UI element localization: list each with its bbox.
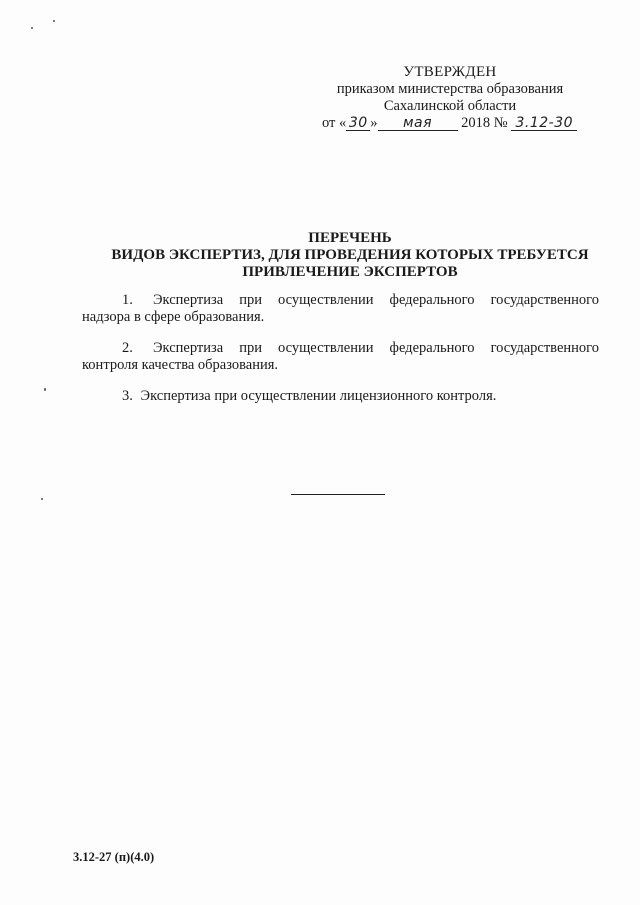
- list-item-second-line: надзора в сфере образования.: [82, 309, 265, 325]
- order-month-handwritten: мая: [378, 116, 458, 131]
- order-number-handwritten: 3.12-30: [511, 116, 577, 131]
- list-item-number: 1.: [122, 292, 133, 308]
- approval-block: [300, 64, 600, 132]
- order-prefix: от «: [322, 115, 347, 131]
- list-item: [82, 292, 599, 326]
- approval-line-ministry: приказом министерства образования: [336, 81, 564, 97]
- order-day-handwritten: 30: [346, 116, 370, 131]
- title-line-1: ПЕРЕЧЕНЬ: [308, 230, 392, 246]
- scan-speck: [31, 27, 33, 29]
- list-item-first-line: [82, 340, 599, 357]
- closing-divider: [291, 494, 385, 495]
- list-item: [82, 340, 599, 374]
- title-line-3: ПРИВЛЕЧЕНИЕ ЭКСПЕРТОВ: [242, 264, 458, 280]
- order-year: 2018 №: [461, 115, 508, 131]
- scan-speck: [41, 498, 43, 500]
- document-title: [80, 230, 620, 281]
- list-item-second-line: контроля качества образования.: [82, 357, 279, 373]
- scan-speck: [53, 20, 55, 22]
- list-item-text: Экспертиза при осуществлении федерального государственного: [152, 340, 599, 356]
- title-line-2: ВИДОВ ЭКСПЕРТИЗ, ДЛЯ ПРОВЕДЕНИЯ КОТОРЫХ ТРЕБУЕТСЯ: [111, 247, 589, 263]
- order-line: [322, 115, 600, 132]
- order-close-quote: »: [370, 115, 378, 131]
- list-item-number: 3.: [122, 388, 133, 404]
- list-item-text: Экспертиза при осуществлении лицензионного контроля.: [140, 388, 497, 404]
- list-item-text: Экспертиза при осуществлении федерального государственного: [152, 292, 599, 308]
- list-item-number: 2.: [122, 340, 133, 356]
- scan-speck: [44, 388, 46, 391]
- expertise-list: [82, 292, 599, 405]
- approval-line-region: Сахалинской области: [383, 98, 517, 114]
- list-item-first-line: [82, 292, 599, 309]
- document-footer-code: 3.12-27 (п)(4.0): [73, 850, 155, 864]
- approved-heading: УТВЕРЖДЕН: [403, 64, 497, 80]
- list-item: [82, 388, 599, 405]
